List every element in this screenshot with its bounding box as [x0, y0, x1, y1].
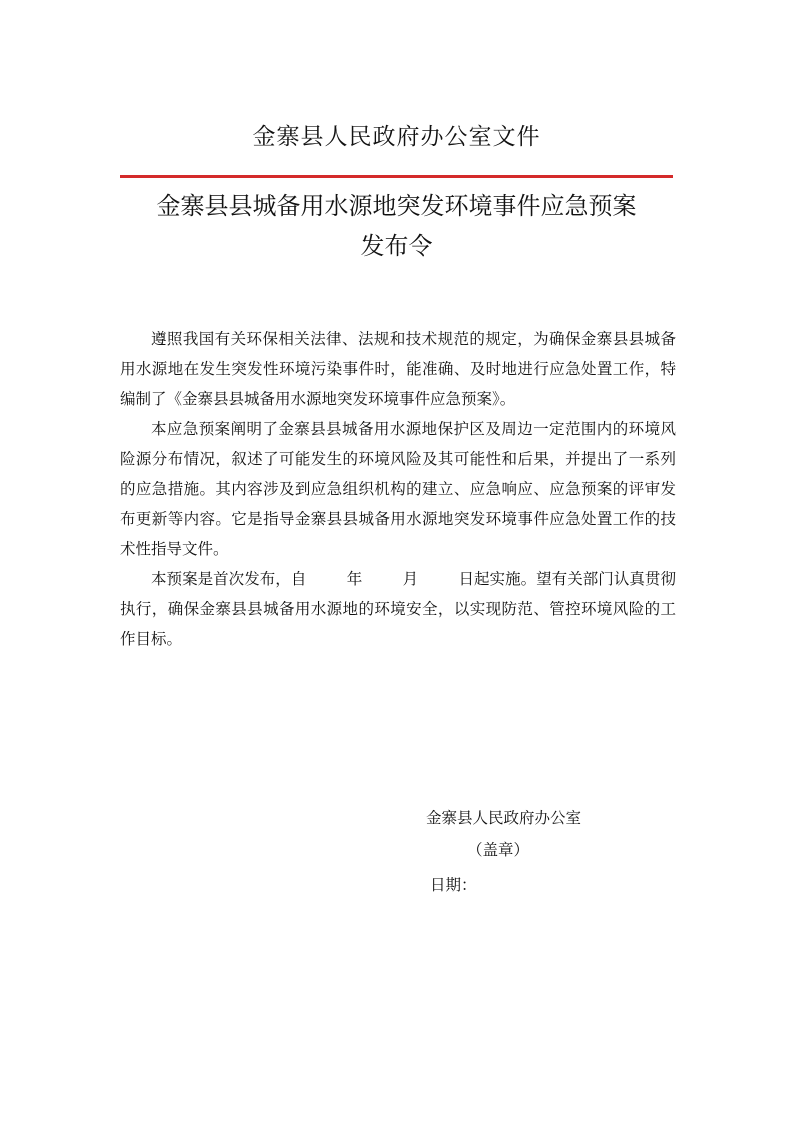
paragraph-3 [120, 564, 676, 654]
document-title: 金寨县县城备用水源地突发环境事件应急预案 [156, 192, 637, 220]
seal-placeholder: （盖章） [467, 841, 530, 859]
paragraph-2: 本应急预案阐明了金寨县县城备用水源地保护区及周边一定范围内的环境风险源分布情况，叙述了可能发生的环境风险及其可能性和后果，并提出了一系列的应急措施。其内容涉及到应急组织机构的建立、应急响应、应急预案的评审发布更新等内容。它是指导金寨县县城备用水源地突发环境事件应急处置工作的技术性指导文件。 [120, 420, 676, 558]
paragraph-3-end: 日起实施。望有关部门认真贯彻执行，确保金寨县县城备用水源地的环境安全，以实现防范、管控环境风险的工作目标。 [120, 570, 676, 648]
document-header: 金寨县人民政府办公室文件 [252, 124, 541, 150]
date-label: 日期： [430, 876, 477, 894]
paragraph-1: 遵照我国有关环保相关法律、法规和技术规范的规定，为确保金寨县县城备用水源地在发生突发性环境污染事件时，能准确、及时地进行应急处置工作，特编制了《金寨县县城备用水源地突发环境事件应急预案》。 [120, 330, 676, 408]
document-subtitle: 发布令 [360, 232, 433, 260]
year-label: 年 [346, 570, 363, 588]
paragraph-3-start: 本预案是首次发布，自 [151, 570, 307, 588]
header-red-rule [120, 175, 673, 178]
document-body [120, 324, 676, 654]
signature-organization: 金寨县人民政府办公室 [426, 809, 582, 827]
month-label: 月 [402, 570, 419, 588]
